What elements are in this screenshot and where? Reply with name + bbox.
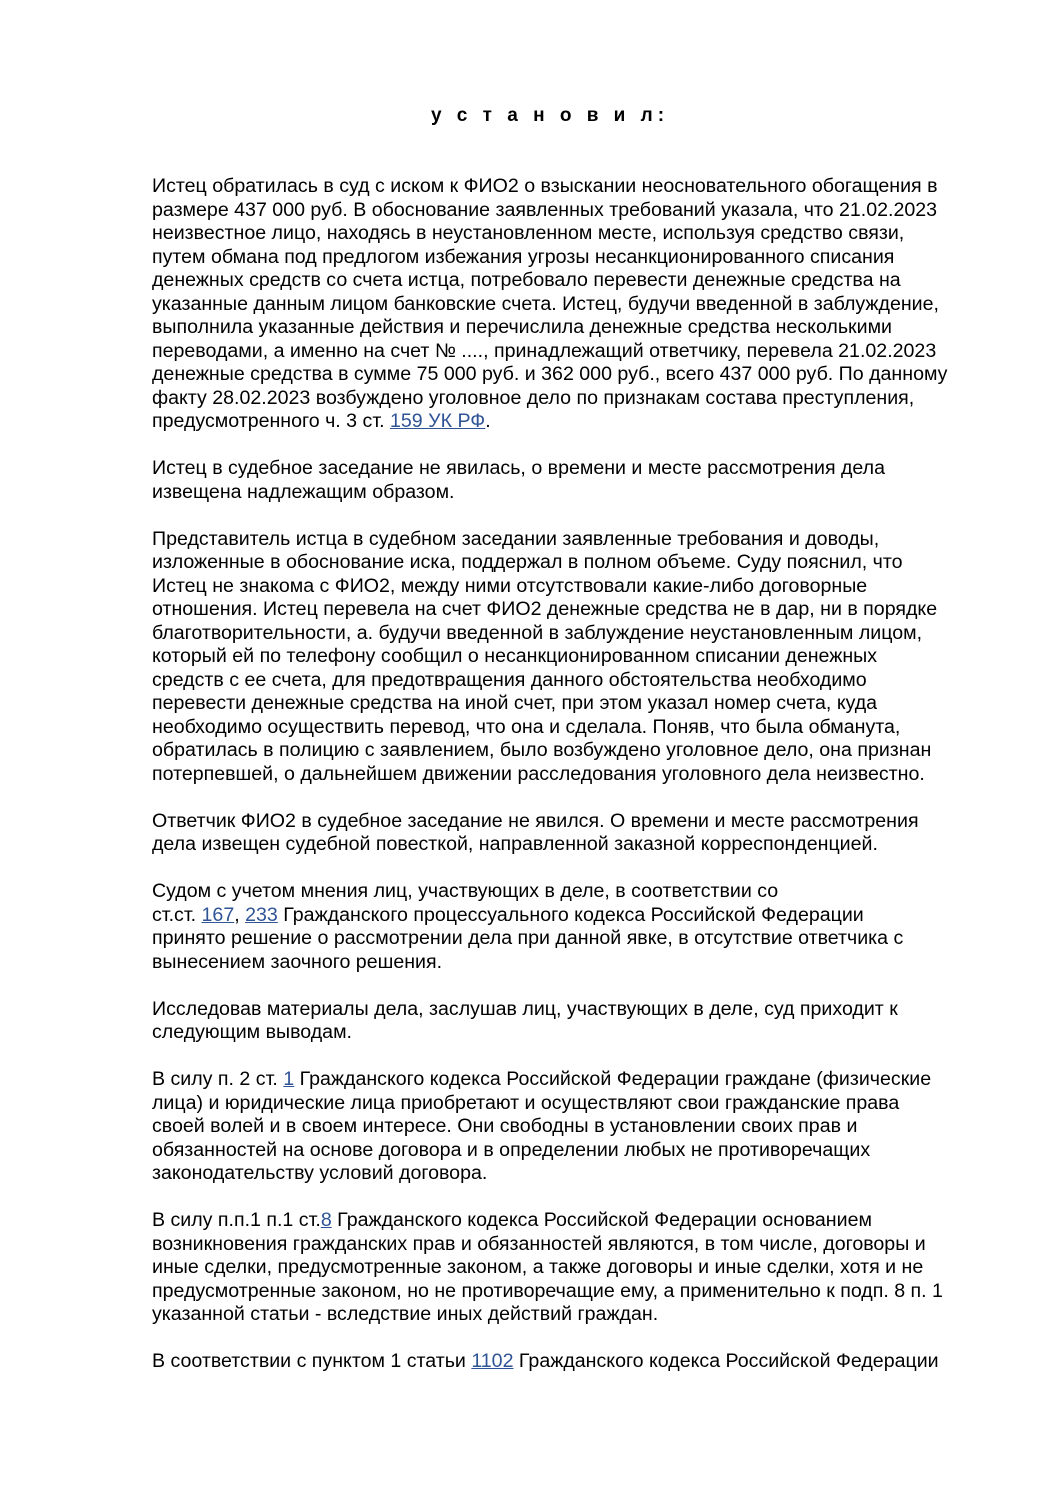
text-line (152, 1350, 992, 1374)
text-segment: Ответчик ФИО2 в судебное заседание не явился. О времени и месте рассмотрения (152, 809, 919, 832)
text-line (152, 481, 992, 505)
text-segment: В соответствии с пунктом 1 статьи (152, 1350, 472, 1372)
text-line (152, 1092, 992, 1116)
paragraph (152, 457, 992, 504)
text-segment: который ей по телефону сообщил о несанкционированном списании денежных (152, 645, 878, 667)
text-segment: принято решение о рассмотрении дела при данной явке, в отсутствие ответчика с (152, 927, 904, 949)
text-line (152, 340, 992, 364)
text-segment: факту 28.02.2023 возбуждено уголовное дело по признакам состава преступления, (152, 386, 915, 409)
text-line (152, 1256, 992, 1280)
paragraph (152, 1068, 992, 1186)
text-segment: денежные средства в сумме 75 000 руб. и 362 000 руб., всего 437 000 руб. По данному (152, 363, 948, 385)
text-segment: путем обмана под предлогом избежания угрозы несанкционированного списания (152, 245, 895, 268)
text-segment: Гражданского процессуального кодекса Российской Федерации (277, 903, 864, 926)
text-segment: выполнила указанные действия и перечислила денежные средства несколькими (152, 316, 892, 338)
paragraph (152, 175, 992, 434)
text-line (152, 692, 992, 716)
paragraph (152, 1209, 992, 1327)
text-line (152, 246, 992, 270)
text-line (152, 363, 992, 387)
text-segment: законодательству условий договора. (152, 1162, 488, 1184)
text-segment: указанные данным лицом банковские счета. Истец, будучи введенной в заблуждение, (152, 292, 939, 315)
section-heading: у с т а н о в и л: (430, 105, 670, 126)
text-segment: средств с ее счета, для предотвращения данного обстоятельства необходимо (152, 668, 867, 691)
text-line (152, 199, 992, 223)
text-line (152, 645, 992, 669)
text-line (152, 1233, 992, 1257)
text-segment: следующим выводам. (152, 1021, 352, 1043)
text-segment: предусмотренные законом, но не противоречащие ему, а применительно к подп. 8 п. 1 (152, 1279, 943, 1302)
text-segment: размере 437 000 руб. В обоснование заявленных требований указала, что 21.02.2023 (152, 198, 938, 221)
text-segment: предусмотренного ч. 3 ст. (152, 410, 391, 432)
paragraph (152, 880, 992, 974)
law-reference-link[interactable]: 159 УК РФ (390, 410, 486, 432)
text-line (152, 1209, 992, 1233)
text-line (152, 1115, 992, 1139)
text-line (152, 387, 992, 411)
text-segment: необходимо осуществить перевод, что она и сделала. Поняв, что была обманута, (152, 715, 901, 738)
text-line (152, 1280, 992, 1304)
text-line (152, 598, 992, 622)
text-segment: В силу п. 2 ст. (152, 1068, 284, 1090)
text-segment: потерпевшей, о дальнейшем движении расследования уголовного дела неизвестно. (152, 762, 925, 785)
text-line (152, 269, 992, 293)
text-segment: Представитель истца в судебном заседании заявленные требования и доводы, (152, 527, 880, 550)
text-segment: извещена надлежащим образом. (152, 480, 455, 503)
text-segment: денежных средств со счета истца, потребовало перевести денежные средства на (152, 269, 901, 291)
text-line (152, 1139, 992, 1163)
text-line (152, 833, 992, 857)
text-line (152, 880, 992, 904)
text-line (152, 528, 992, 552)
text-segment: Истец не знакома с ФИО2, между ними отсутствовали какие-либо договорные (152, 574, 868, 597)
text-line (152, 622, 992, 646)
text-line (152, 1303, 992, 1327)
text-segment: . (485, 410, 491, 432)
text-segment: своей волей и в своем интересе. Они свободны в установлении своих прав и (152, 1115, 858, 1137)
text-segment: переводами, а именно на счет № ...., принадлежащий ответчику, перевела 21.02.2023 (152, 339, 937, 362)
text-segment: обратилась в полицию с заявлением, было возбуждено уголовное дело, она признан (152, 739, 932, 761)
text-segment: Гражданского кодекса Российской Федерации (513, 1350, 939, 1372)
text-segment: отношения. Истец перевела на счет ФИО2 денежные средства не в дар, ни в порядке (152, 598, 938, 620)
text-line (152, 1068, 992, 1092)
text-line (152, 1021, 992, 1045)
text-line (152, 551, 992, 575)
law-reference-link[interactable]: 167 (201, 903, 235, 926)
text-segment: , (234, 903, 246, 926)
text-line (152, 175, 992, 199)
text-segment: Исследовав материалы дела, заслушав лиц, участвующих в деле, суд приходит к (152, 997, 898, 1020)
paragraph (152, 1350, 992, 1374)
text-line (152, 763, 992, 787)
text-line (152, 575, 992, 599)
text-line (152, 739, 992, 763)
paragraph (152, 998, 992, 1045)
text-segment: дела извещен судебной повесткой, направленной заказной корреспонденцией. (152, 833, 878, 855)
text-segment: Истец в судебное заседание не явилась, о времени и месте рассмотрения дела (152, 457, 886, 479)
text-line (152, 293, 992, 317)
text-line (152, 904, 992, 928)
text-line (152, 927, 992, 951)
text-segment: лица) и юридические лица приобретают и осуществляют свои гражданские права (152, 1091, 900, 1114)
text-segment: иные сделки, предусмотренные законом, а также договоры и иные сделки, хотя и не (152, 1256, 924, 1278)
text-segment: В силу п.п.1 п.1 ст. (152, 1209, 321, 1231)
text-segment: неизвестное лицо, находясь в неустановленном месте, используя средство связи, (152, 222, 905, 244)
text-line (152, 951, 992, 975)
text-line (152, 222, 992, 246)
text-segment: Гражданского кодекса Российской Федерации граждане (физические (294, 1068, 932, 1090)
text-line (152, 410, 992, 434)
text-line (152, 810, 992, 834)
text-line (152, 998, 992, 1022)
text-line (152, 316, 992, 340)
paragraph (152, 528, 992, 787)
text-segment: возникновения гражданских прав и обязанностей являются, в том числе, договоры и (152, 1232, 926, 1255)
text-line (152, 716, 992, 740)
law-reference-link[interactable]: 1 (283, 1068, 295, 1090)
text-segment: Судом с учетом мнения лиц, участвующих в деле, в соответствии со (152, 880, 779, 902)
law-reference-link[interactable]: 8 (320, 1209, 332, 1231)
text-segment: вынесением заочного решения. (152, 950, 443, 973)
text-line (152, 457, 992, 481)
text-line (152, 1162, 992, 1186)
text-segment: благотворительности, а. будучи введенной в заблуждение неустановленным лицом, (152, 621, 923, 644)
text-segment: Гражданского кодекса Российской Федерации основанием (331, 1209, 872, 1231)
paragraph (152, 810, 992, 857)
text-segment: указанной статьи - вследствие иных действий граждан. (152, 1303, 659, 1325)
text-segment: Истец обратилась в суд с иском к ФИО2 о взыскании неосновательного обогащения в (152, 175, 938, 197)
law-reference-link[interactable]: 1102 (471, 1350, 514, 1372)
text-line (152, 669, 992, 693)
text-segment: изложенные в обоснование иска, поддержал в полном объеме. Суду пояснил, что (152, 551, 903, 573)
text-segment: ст.ст. (152, 903, 202, 926)
text-segment: обязанностей на основе договора и в определении любых не противоречащих (152, 1138, 871, 1161)
text-segment: перевести денежные средства на иной счет, при этом указал номер счета, куда (152, 692, 878, 714)
law-reference-link[interactable]: 233 (245, 903, 278, 926)
document-body (152, 175, 992, 1397)
